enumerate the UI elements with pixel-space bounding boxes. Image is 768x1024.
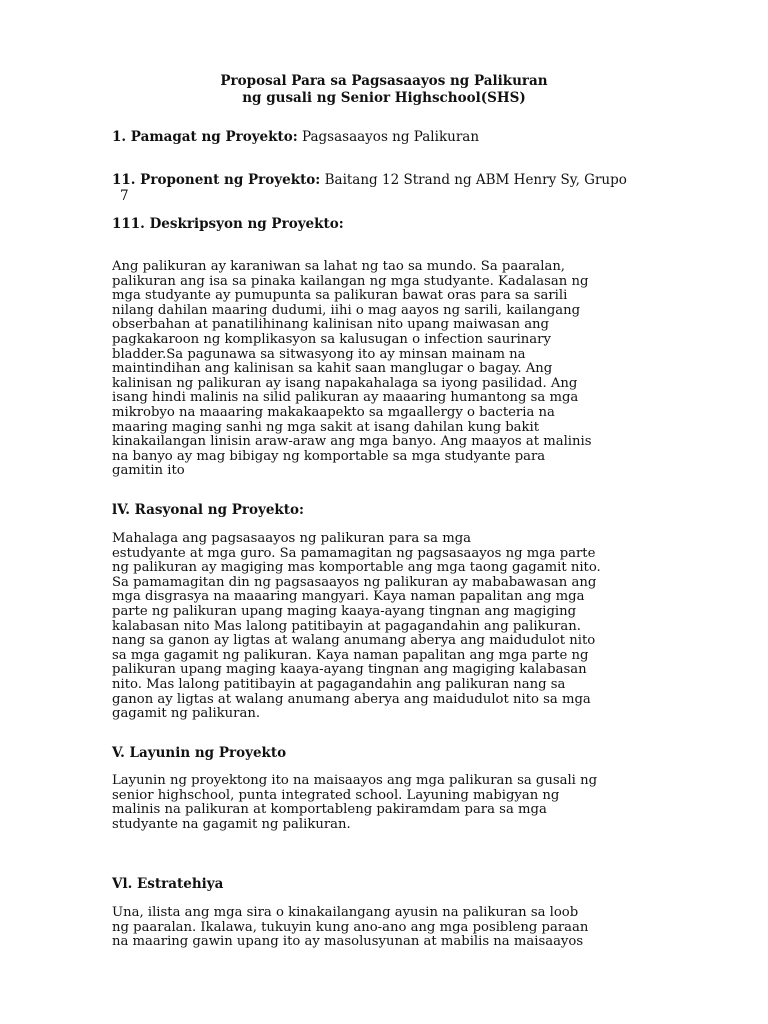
paragraph-line: Sa pamamagitan din ng pagsasaayos ng palikuran ay mababawasan ang: [112, 574, 597, 590]
paragraph-line: ng paaralan. Ikalawa, tukuyin kung ano-ano ang mga posibleng paraan: [112, 919, 589, 935]
paragraph-line: sa mga gagamit ng palikuran. Kaya naman papalitan ang mga parte ng: [112, 647, 589, 663]
paragraph-line: Mahalaga ang pagsasaayos ng palikuran para sa mga: [112, 531, 471, 546]
paragraph-line: bladder.Sa pagunawa sa sitwasyong ito ay minsan mainam na: [112, 346, 526, 362]
paragraph-line: Ang palikuran ay karaniwan sa lahat ng tao sa mundo. Sa paaralan,: [112, 259, 565, 274]
section-2-label: 11. Proponent ng Proyekto:: [112, 172, 321, 188]
section-3-heading: [112, 216, 344, 233]
paragraph-line: kalinisan ng palikuran ay isang napakahalaga sa iyong pasilidad. Ang: [112, 375, 578, 391]
paragraph-line: isang hindi malinis na silid palikuran ay maaaring humantong sa mga: [112, 390, 579, 406]
paragraph-line: parte ng palikuran upang maging kaaya-ayang tingnan ang magiging: [112, 603, 577, 619]
section-5-label: V. Layunin ng Proyekto: [112, 745, 287, 761]
section-3-label: 111. Deskripsyon ng Proyekto:: [112, 216, 344, 232]
paragraph-line: nang sa ganon ay ligtas at walang anumang aberya ang maidudulot nito: [112, 633, 596, 649]
paragraph-line: mga studyante ay pumupunta sa palikuran bawat oras para sa sarili: [112, 288, 568, 304]
paragraph-line: kinakailangan linisin araw-araw ang mga banyo. Ang maayos at malinis: [112, 434, 592, 450]
section-4-paragraph: [112, 532, 657, 722]
paragraph-line: nito. Mas lalong patitibayin at pagagandahin ang palikuran nang sa: [112, 676, 566, 692]
paragraph-line: ng palikuran ay magiging mas komportable ang mga taong gagamit nito.: [112, 560, 601, 576]
paragraph-line: obserbahan at panatilihinang kalinisan nito upang maiwasan ang: [112, 317, 549, 333]
paragraph-line: studyante na gagamit ng palikuran.: [112, 816, 351, 832]
paragraph-line: na maaring gawin upang ito ay masolusyunan at mabilis na maisaayos: [112, 934, 584, 950]
section-2-value-cont: 7: [120, 188, 129, 204]
section-4-label: lV. Rasyonal ng Proyekto:: [112, 502, 304, 518]
paragraph-line: maaring maging sanhi ng mga sakit at isang dahilan kung bakit: [112, 419, 540, 435]
paragraph-line: Una, ilista ang mga sira o kinakailangang ayusin na palikuran sa loob: [112, 905, 579, 920]
title-line-1: Proposal Para sa Pagsasaayos ng Palikuran: [220, 73, 548, 89]
paragraph-line: maintindihan ang kalinisan sa kahit saan manglugar o bagay. Ang: [112, 361, 553, 377]
paragraph-line: Layunin ng proyektong ito na maisaayos ang mga palikuran sa gusali ng: [112, 773, 598, 788]
paragraph-line: na banyo ay mag bibigay ng komportable sa mga studyante para: [112, 448, 546, 464]
paragraph-line: estudyante at mga guro. Sa pamamagitan ng pagsasaayos ng mga parte: [112, 545, 596, 561]
paragraph-line: kalabasan nito Mas lalong patitibayin at pagagandahin ang palikuran.: [112, 618, 581, 634]
section-2-value: Baitang 12 Strand ng ABM Henry Sy, Grupo: [324, 172, 627, 188]
section-1-heading: [112, 129, 479, 146]
title-line-2: ng gusali ng Senior Highschool(SHS): [242, 90, 526, 106]
section-1-value: Pagsasaayos ng Palikuran: [302, 129, 480, 145]
section-6-label: Vl. Estratehiya: [112, 876, 224, 892]
paragraph-line: gamitin ito: [112, 463, 185, 479]
section-4-heading: [112, 502, 304, 519]
paragraph-line: senior highschool, punta integrated school. Layuning mabigyan ng: [112, 787, 560, 803]
section-5-paragraph: [112, 774, 657, 832]
section-6-paragraph: [112, 906, 657, 950]
paragraph-line: mikrobyo na maaaring makakaapekto sa mgaallergy o bacteria na: [112, 404, 555, 420]
section-6-heading: [112, 876, 223, 893]
paragraph-line: gagamit ng palikuran.: [112, 706, 261, 722]
paragraph-line: ganon ay ligtas at walang anumang aberya ang maidudulot nito sa mga: [112, 691, 591, 707]
document-title: [0, 73, 768, 107]
paragraph-line: mga disgrasya na maaaring mangyari. Kaya naman papalitan ang mga: [112, 589, 585, 605]
paragraph-line: palikuran upang maging kaaya-ayang tingnan ang magiging kalabasan: [112, 662, 587, 678]
section-2-value-continued: [120, 188, 129, 205]
paragraph-line: malinis na palikuran at komportableng pakiramdam para sa mga: [112, 802, 547, 818]
section-2-heading: [112, 172, 627, 189]
paragraph-line: pagkakaroon ng komplikasyon sa kalusugan o infection saurinary: [112, 331, 551, 347]
section-3-paragraph: [112, 260, 657, 479]
section-1-label: 1. Pamagat ng Proyekto:: [112, 129, 298, 145]
paragraph-line: palikuran ang isa sa pinaka kailangan ng mga studyante. Kadalasan ng: [112, 273, 589, 289]
paragraph-line: nilang dahilan maaring dudumi, iihi o mag aayos ng sarili, kailangang: [112, 302, 581, 318]
section-5-heading: [112, 745, 286, 762]
